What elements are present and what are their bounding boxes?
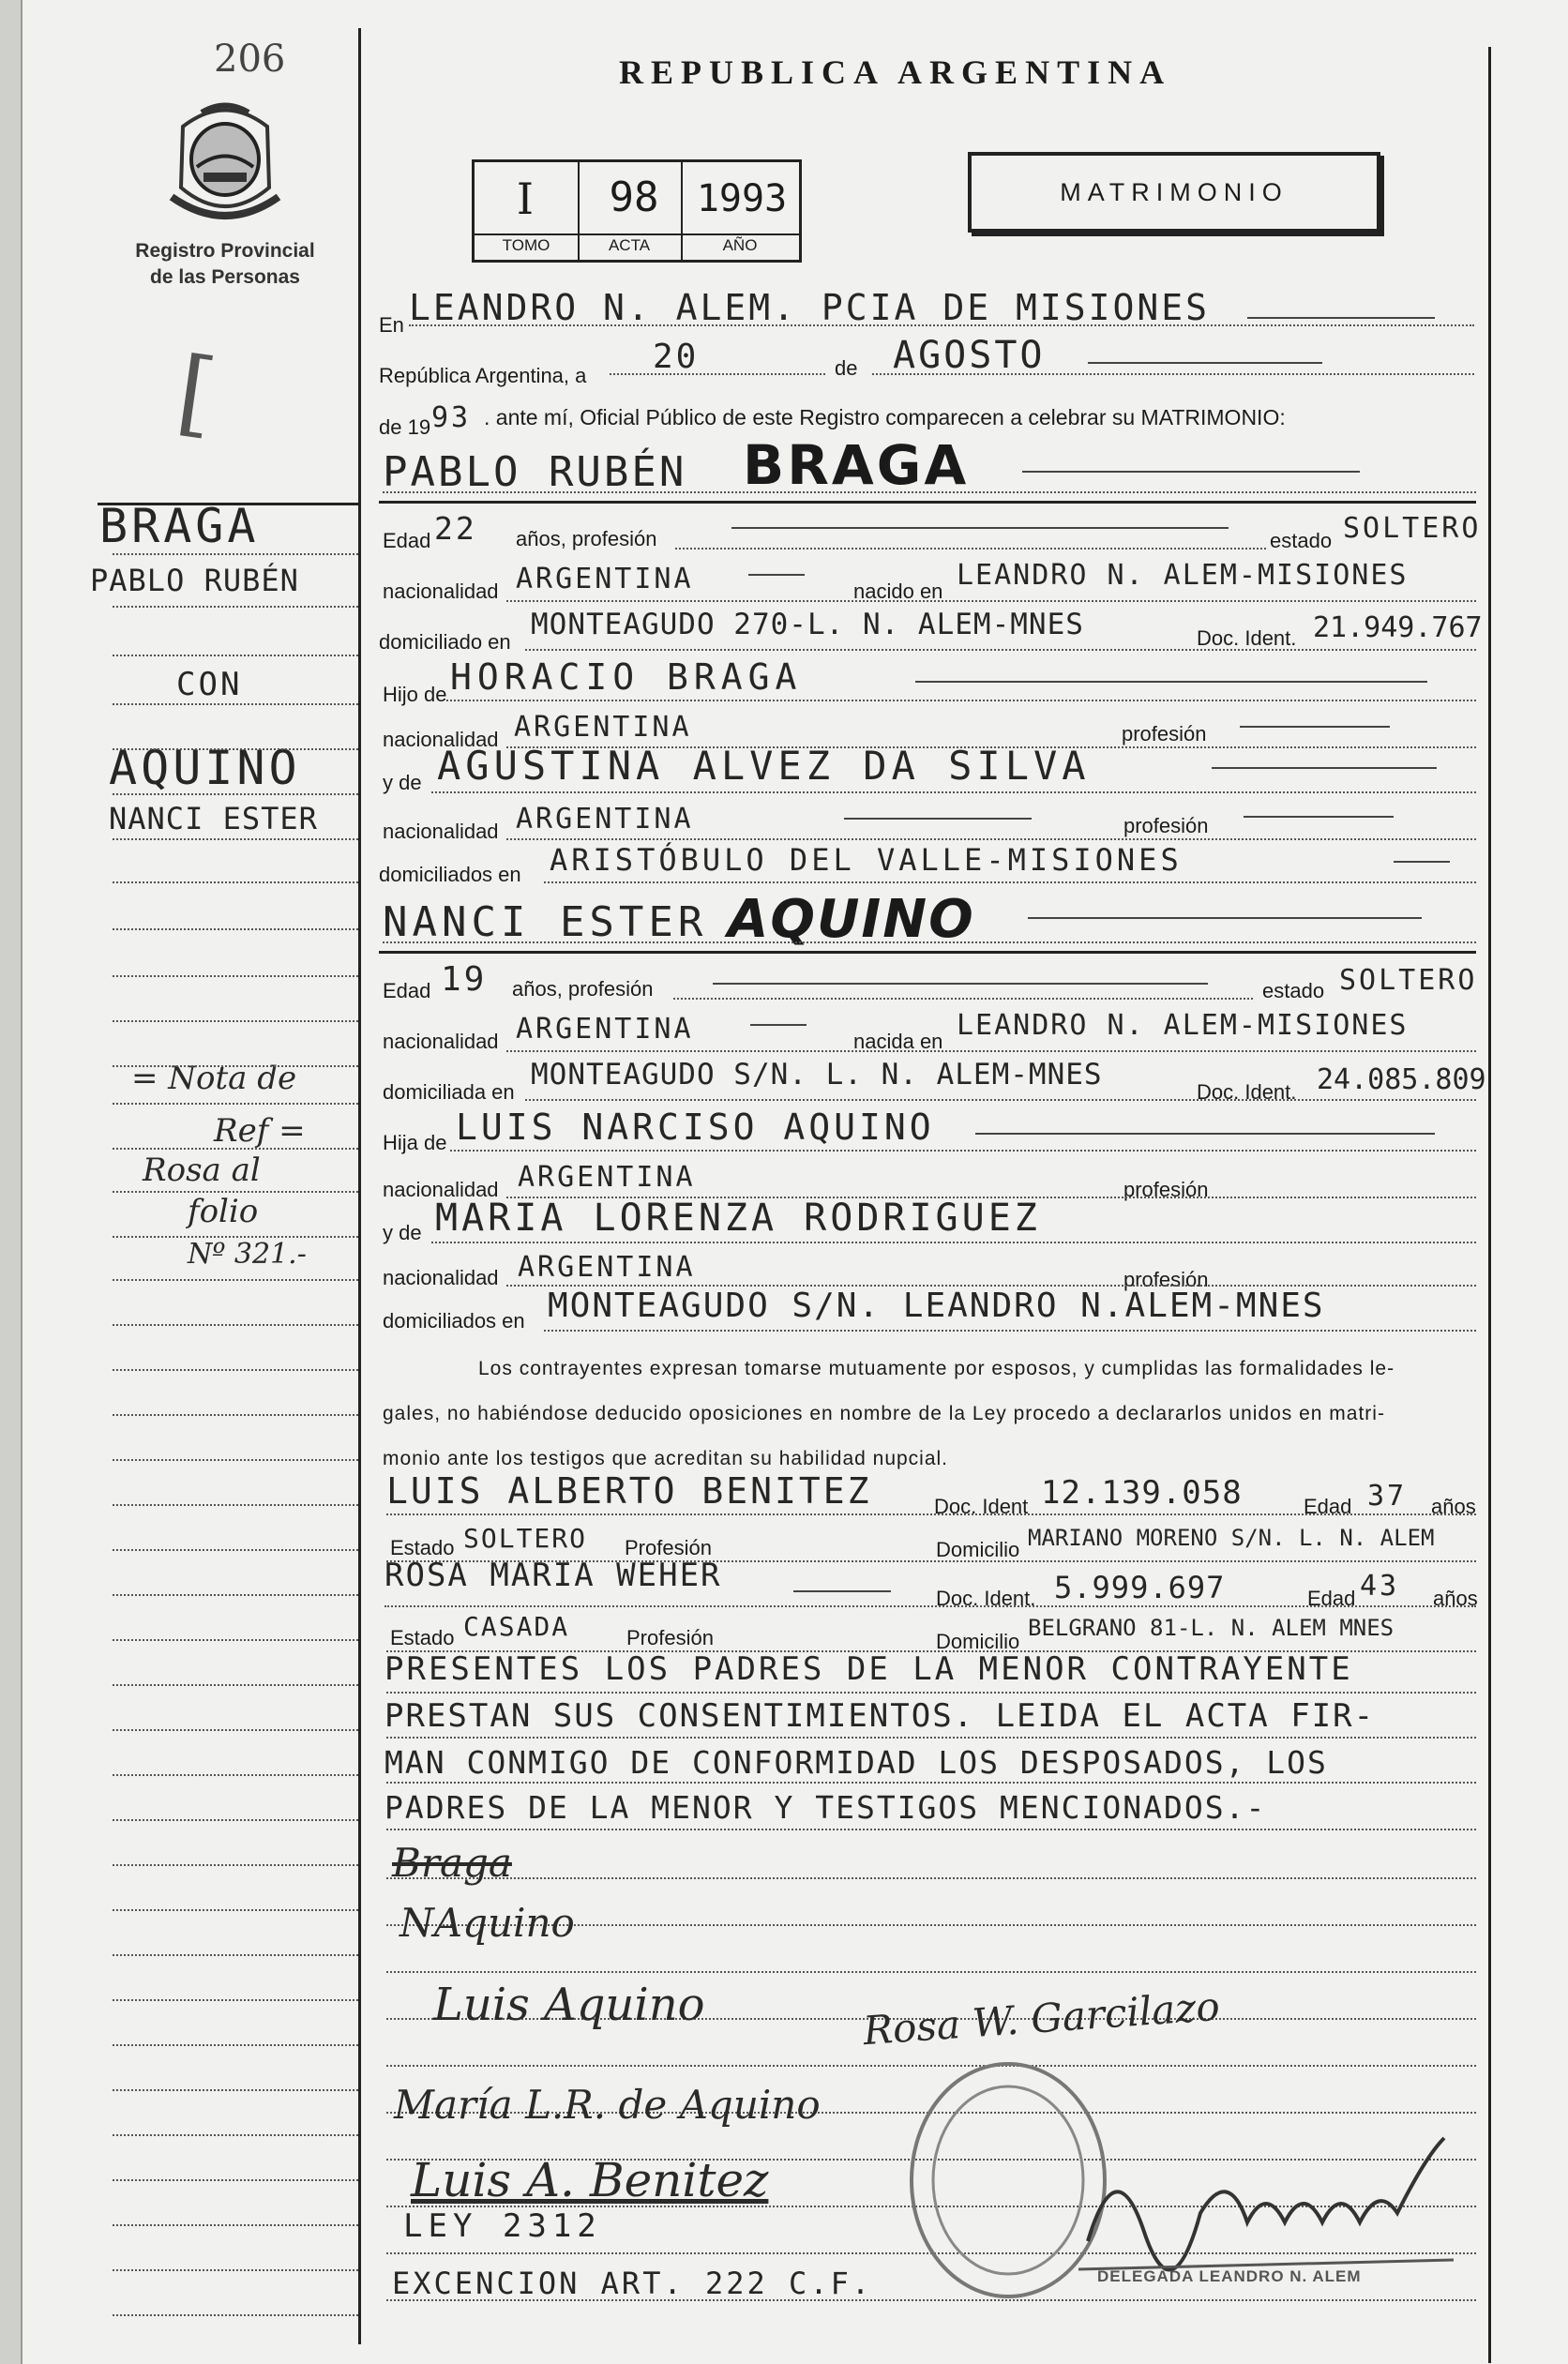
groom-estado: SOLTERO xyxy=(1343,512,1482,545)
witness2-domicilio: BELGRANO 81-L. N. ALEM MNES xyxy=(1028,1615,1395,1641)
dots xyxy=(113,975,358,977)
dots xyxy=(113,2089,358,2091)
margin-note-line1: = Nota de xyxy=(131,1060,297,1097)
bride-nacida-en: LEANDRO N. ALEM-MISIONES xyxy=(957,1009,1409,1042)
bride-section-rule xyxy=(379,951,1476,954)
signature-bride-father: Luis Aquino xyxy=(433,1979,705,2031)
dots xyxy=(386,1513,1476,1515)
witness2-estado-label: Estado xyxy=(390,1626,455,1649)
year-prefix: de 19 xyxy=(379,415,431,439)
dots xyxy=(113,606,358,608)
margin-note-line2: Ref = xyxy=(214,1112,306,1150)
bride-mother: MARIA LORENZA RODRIGUEZ xyxy=(435,1197,1041,1240)
dots xyxy=(113,1999,358,2001)
groom-mother-label: y de xyxy=(383,771,422,794)
dash xyxy=(1240,726,1390,728)
bride-father: LUIS NARCISO AQUINO xyxy=(456,1107,935,1148)
dots xyxy=(113,1504,358,1506)
dots xyxy=(113,881,358,883)
margin-note-line4: folio xyxy=(188,1193,259,1230)
rep-label: República Argentina, a xyxy=(379,364,587,387)
dash xyxy=(975,1133,1435,1135)
dots xyxy=(386,1782,1476,1784)
bride-doc-label: Doc. Ident. xyxy=(1197,1080,1297,1104)
dots xyxy=(675,548,1266,550)
witness2-name: ROSA MARIA WEHER xyxy=(384,1557,722,1594)
bride-estado: SOLTERO xyxy=(1339,964,1478,997)
bride-anios-prof-label: años, profesión xyxy=(512,977,654,1001)
dash xyxy=(844,818,1032,820)
dots xyxy=(113,1414,358,1416)
left-bracket-mark: [ xyxy=(171,335,222,450)
dash xyxy=(748,574,805,576)
declaration-line1: Los contrayentes expresan tomarse mutuamente por esposos, y cumplidas las formalidades le- xyxy=(478,1358,1395,1379)
signature-bride-mother: María L.R. de Aquino xyxy=(394,2082,821,2128)
record-box xyxy=(472,159,802,263)
declaration-line2: gales, no habiéndose deducido oposiciones en nombre de la Ley procedo a declararlos unidos en matri- xyxy=(383,1403,1385,1424)
bride-father-label: Hija de xyxy=(383,1131,447,1154)
dash xyxy=(713,983,1208,985)
dots xyxy=(386,1971,1476,1973)
intro-text: . ante mí, Oficial Público de este Registro comparecen a celebrar su MATRIMONIO: xyxy=(484,405,1286,429)
witness1-prof-label: Profesión xyxy=(625,1536,712,1559)
tomo-label: TOMO xyxy=(502,236,550,254)
witness1-edad: 37 xyxy=(1367,1480,1408,1513)
dash xyxy=(750,1024,807,1026)
dots xyxy=(113,1864,358,1866)
bride-parents-dom-label: domiciliados en xyxy=(383,1309,525,1333)
bride-edad-label: Edad xyxy=(383,979,431,1002)
groom-nacido-en: LEANDRO N. ALEM-MISIONES xyxy=(957,559,1409,592)
bride-parents-dom: MONTEAGUDO S/N. LEANDRO N.ALEM-MNES xyxy=(548,1287,1325,1325)
place-value: LEANDRO N. ALEM. PCIA DE MISIONES xyxy=(409,287,1210,328)
dots xyxy=(113,748,358,750)
dash xyxy=(793,1590,891,1592)
bride-mother-nac: ARGENTINA xyxy=(518,1251,696,1284)
witness1-domicilio: MARIANO MORENO S/N. L. N. ALEM xyxy=(1028,1525,1435,1551)
bride-surname: AQUINO xyxy=(728,889,975,950)
dots xyxy=(610,373,825,375)
dots xyxy=(446,700,1476,701)
act-type-box xyxy=(968,152,1380,233)
bride-domicilio: MONTEAGUDO S/N. L. N. ALEM-MNES xyxy=(531,1058,1103,1092)
anio-label: AÑO xyxy=(722,236,758,254)
signature-witness2: Rosa W. Garcilazo xyxy=(861,1982,1222,2055)
dots xyxy=(113,1954,358,1956)
dash xyxy=(1394,861,1450,863)
dots xyxy=(113,655,358,656)
margin-surname2: AQUINO xyxy=(109,741,301,795)
witness2-anios-label: años xyxy=(1433,1587,1478,1610)
dots xyxy=(113,793,358,795)
year-suffix: 93 xyxy=(431,401,472,434)
witness1-anios-label: años xyxy=(1431,1495,1476,1518)
groom-edad-label: Edad xyxy=(383,529,431,552)
groom-mother-nac-label: nacionalidad xyxy=(383,820,499,843)
dots xyxy=(113,838,358,840)
bride-doc: 24.085.809 xyxy=(1317,1063,1486,1096)
day-value: 20 xyxy=(653,338,700,376)
note-line1: PRESENTES LOS PADRES DE LA MENOR CONTRAYENTE xyxy=(384,1650,1353,1688)
signature-groom: Braga xyxy=(392,1840,512,1886)
witness1-dom-label: Domicilio xyxy=(936,1538,1020,1561)
dots xyxy=(113,1459,358,1461)
groom-nacido-label: nacido en xyxy=(853,580,943,603)
dots xyxy=(113,553,358,555)
groom-estado-label: estado xyxy=(1270,529,1333,552)
witness2-edad-label: Edad xyxy=(1307,1587,1356,1610)
witness2-edad: 43 xyxy=(1360,1570,1400,1603)
groom-doc-label: Doc. Ident. xyxy=(1197,626,1297,650)
note-line4: PADRES DE LA MENOR Y TESTIGOS MENCIONADOS.- xyxy=(384,1789,1267,1826)
groom-parents-dom-label: domiciliados en xyxy=(379,863,521,886)
right-page-rule xyxy=(1488,47,1491,2363)
dash xyxy=(1244,816,1394,818)
dots xyxy=(113,1324,358,1326)
witness1-edad-label: Edad xyxy=(1304,1495,1352,1518)
groom-father-nac: ARGENTINA xyxy=(514,711,692,744)
margin-name2: NANCI ESTER xyxy=(109,801,318,836)
witness2-dom-label: Domicilio xyxy=(936,1630,1020,1653)
month-value: AGOSTO xyxy=(893,334,1046,377)
dots xyxy=(431,791,1476,793)
dots xyxy=(386,1737,1476,1739)
groom-father-label: Hijo de xyxy=(383,683,447,706)
witness2-prof-label: Profesión xyxy=(626,1626,714,1649)
bride-mother-label: y de xyxy=(383,1221,422,1244)
dash xyxy=(915,681,1427,683)
dash xyxy=(1028,917,1422,919)
bride-nacionalidad: ARGENTINA xyxy=(516,1013,694,1046)
bride-estado-label: estado xyxy=(1262,979,1325,1002)
dots xyxy=(113,928,358,930)
groom-dom-label: domiciliado en xyxy=(379,630,511,654)
margin-con: CON xyxy=(176,666,243,703)
groom-mother-prof-label: profesión xyxy=(1123,814,1209,837)
bride-father-prof-label: profesión xyxy=(1123,1178,1209,1201)
dots xyxy=(113,1020,358,1022)
signature-witness1: Luis A. Benitez xyxy=(411,2153,769,2207)
dots xyxy=(409,324,1474,326)
en-label: En xyxy=(379,313,404,337)
groom-father: HORACIO BRAGA xyxy=(450,656,803,698)
bride-mother-prof-label: profesión xyxy=(1123,1268,1209,1291)
groom-nacionalidad: ARGENTINA xyxy=(516,563,694,595)
dots xyxy=(113,1819,358,1821)
groom-mother: AGUSTINA ALVEZ DA SILVA xyxy=(437,743,1091,789)
dots xyxy=(384,1605,1476,1607)
act-type-label: MATRIMONIO xyxy=(1060,178,1289,206)
witness1-doc: 12.139.058 xyxy=(1041,1474,1243,1512)
declaration-line3: monio ante los testigos que acreditan su habilidad nupcial. xyxy=(383,1448,949,1469)
registry-name-line1: Registro Provincial xyxy=(135,240,315,262)
dots xyxy=(386,1692,1476,1694)
dots xyxy=(113,2044,358,2046)
dots xyxy=(113,1191,358,1193)
dash xyxy=(1247,317,1435,319)
law-text: LEY 2312 xyxy=(403,2207,602,2245)
dots xyxy=(113,1369,358,1371)
bride-father-nac-label: nacionalidad xyxy=(383,1178,499,1201)
witness2-doc-label: Doc. Ident. xyxy=(936,1587,1036,1610)
groom-parents-dom: ARISTÓBULO DEL VALLE-MISIONES xyxy=(550,842,1183,878)
registry-name-line2: de las Personas xyxy=(150,266,300,288)
bride-father-nac: ARGENTINA xyxy=(518,1161,696,1194)
dots xyxy=(383,941,1476,943)
page-number: 206 xyxy=(214,38,286,81)
dots xyxy=(525,1099,1476,1101)
dots xyxy=(113,1279,358,1281)
dots xyxy=(113,1065,358,1067)
dots xyxy=(113,1549,358,1551)
dots xyxy=(506,838,1476,840)
dots xyxy=(113,1684,358,1686)
note-line3: MAN CONMIGO DE CONFORMIDAD LOS DESPOSADOS, LOS xyxy=(384,1744,1328,1781)
dots xyxy=(113,1594,358,1596)
groom-father-prof-label: profesión xyxy=(1122,722,1207,745)
dash xyxy=(1212,767,1437,769)
dots xyxy=(113,1639,358,1641)
exemption-text: EXCENCION ART. 222 C.F. xyxy=(392,2266,873,2301)
witness1-estado: SOLTERO xyxy=(463,1523,588,1554)
witness1-doc-label: Doc. Ident xyxy=(934,1495,1029,1518)
dots xyxy=(506,1050,1476,1052)
acta-label: ACTA xyxy=(608,236,651,254)
groom-domicilio: MONTEAGUDO 270-L. N. ALEM-MNES xyxy=(531,608,1084,641)
dots xyxy=(431,1242,1476,1243)
tomo-value: I xyxy=(516,173,535,224)
bride-nac-label: nacionalidad xyxy=(383,1030,499,1053)
de-label: de xyxy=(835,356,858,380)
dots xyxy=(544,881,1476,883)
margin-note-line5: Nº 321.- xyxy=(188,1238,307,1271)
groom-mother-nac: ARGENTINA xyxy=(516,803,694,836)
witness2-doc: 5.999.697 xyxy=(1054,1570,1226,1605)
dots xyxy=(544,1330,1476,1332)
witness1-estado-label: Estado xyxy=(390,1536,455,1559)
dots xyxy=(525,649,1476,651)
dots xyxy=(113,2314,358,2316)
groom-nac-label: nacionalidad xyxy=(383,580,499,603)
dots xyxy=(386,1877,1476,1879)
dots xyxy=(113,1148,358,1150)
record-box-divider xyxy=(475,233,799,235)
dots xyxy=(113,2134,358,2136)
bride-name: NANCI ESTER xyxy=(383,898,708,946)
groom-name: PABLO RUBÉN xyxy=(383,448,687,496)
dash xyxy=(1022,471,1360,473)
official-stamp-text: DELEGADA LEANDRO N. ALEM xyxy=(1097,2267,1362,2285)
coat-of-arms-icon xyxy=(164,94,286,225)
bride-edad: 19 xyxy=(441,960,488,999)
dots xyxy=(872,373,1474,375)
dots xyxy=(506,600,1476,602)
dots xyxy=(113,703,358,705)
acta-value: 98 xyxy=(609,173,659,221)
country-title: REPUBLICA ARGENTINA xyxy=(619,53,1172,91)
groom-surname: BRAGA xyxy=(743,433,970,497)
dots xyxy=(113,1774,358,1776)
signature-bride: NAquino xyxy=(400,1900,575,1946)
bride-dom-label: domiciliada en xyxy=(383,1080,515,1104)
groom-father-nac-label: nacionalidad xyxy=(383,728,499,751)
dots xyxy=(113,1729,358,1731)
margin-surname1: BRAGA xyxy=(99,499,260,553)
margin-note-line3: Rosa al xyxy=(143,1152,261,1189)
groom-edad: 22 xyxy=(434,510,477,547)
groom-doc: 21.949.767 xyxy=(1313,611,1483,644)
groom-section-rule xyxy=(379,501,1476,504)
dots xyxy=(450,1150,1476,1152)
bride-nacida-label: nacida en xyxy=(853,1030,943,1053)
dash xyxy=(731,527,1229,529)
witness2-estado: CASADA xyxy=(463,1611,570,1642)
groom-anios-prof-label: años, profesión xyxy=(516,527,657,550)
witness1-name: LUIS ALBERTO BENITEZ xyxy=(386,1470,872,1512)
page-binding-edge xyxy=(0,0,23,2364)
note-line2: PRESTAN SUS CONSENTIMIENTOS. LEIDA EL ACTA FIR- xyxy=(384,1697,1376,1735)
dots xyxy=(383,491,1476,493)
dots xyxy=(113,2269,358,2271)
bride-mother-nac-label: nacionalidad xyxy=(383,1266,499,1289)
dots xyxy=(113,1103,358,1105)
anio-value: 1993 xyxy=(696,177,788,220)
dash xyxy=(1088,362,1322,364)
dots xyxy=(113,1909,358,1911)
dots xyxy=(673,998,1253,1000)
dots xyxy=(113,2224,358,2226)
dots xyxy=(113,1236,358,1238)
dots xyxy=(386,1829,1476,1830)
dots xyxy=(113,2179,358,2181)
left-column-rule xyxy=(358,28,361,2344)
margin-name1: PABLO RUBÉN xyxy=(90,563,299,598)
